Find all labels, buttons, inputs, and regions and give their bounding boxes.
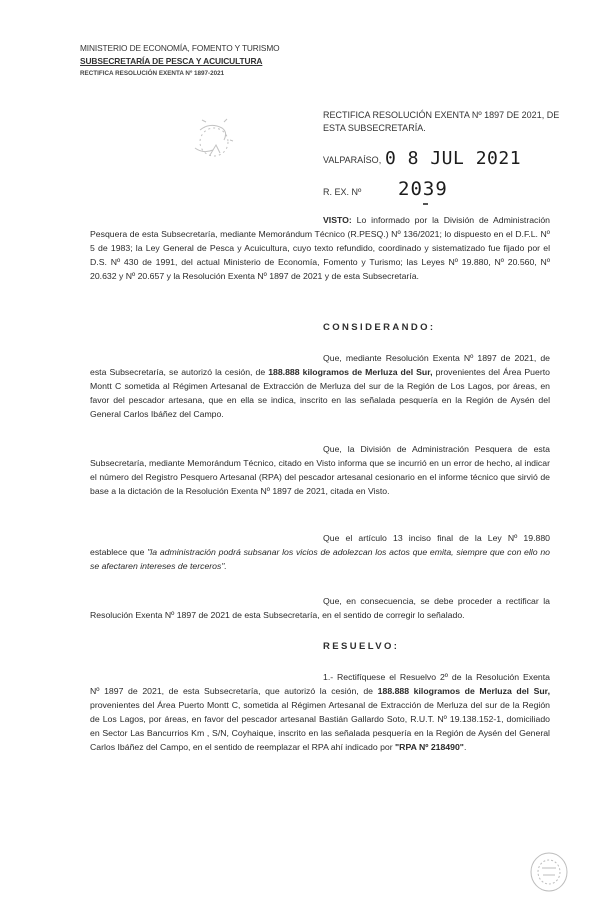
resolution-number-label: R. EX. Nº	[323, 187, 362, 197]
document-subject: RECTIFICA RESOLUCIÓN EXENTA Nº 1897-2021	[80, 70, 225, 77]
considerando-1: Que, mediante Resolución Exenta Nº 1897 de 2021, de esta Subsecretaría, se autorizó la cesión, de 188.888 kilogramos de Merluza del Sur, provenientes del Área Puerto Montt C sometida al Régimen Artesanal de Extracción de Merluza del sur de la Región de Los Lagos, por áreas, en favor del pescador artesana, que en ella se indica, inscrito en las señalada pesquería en la Región de Aysén del General Carlos Ibáñez del Campo.	[90, 353, 550, 419]
visto-label: VISTO:	[323, 215, 352, 225]
considerando-heading: CONSIDERANDO:	[323, 322, 436, 333]
considerando-4: Que, en consecuencia, se debe proceder a rectificar la Resolución Exenta Nº 1897 de 2021 de esta Subsecretaría, en el sentido de corregir lo señalado.	[90, 596, 550, 620]
place-label: VALPARAÍSO,	[323, 155, 382, 165]
resolution-date: 0 8 JUL 2021	[385, 148, 522, 169]
resolution-number: 2039	[398, 178, 448, 200]
resolution-title: RECTIFICA RESOLUCIÓN EXENTA Nº 1897 DE 2021, DE ESTA SUBSECRETARÍA.	[323, 110, 560, 133]
visto-paragraph	[90, 213, 550, 283]
handwritten-mark	[423, 203, 428, 205]
ministry-name: MINISTERIO DE ECONOMÍA, FOMENTO Y TURISMO	[80, 43, 280, 53]
visto-text: Lo informado por la División de Administración Pesquera de esta Subsecretaría, mediante Memorándum Técnico (R.PESQ.) Nº 136/2021; lo dispuesto en el D.F.L. Nº 5 de 1983; la Ley General de Pesca y Acuicultura, cuyo texto refundido, coordinado y sistematizado fue fijado por el D.S. Nº 430 de 1991, del actual Ministerio de Economía, Fomento y Turismo; las Leyes Nº 19.880, Nº 20.560, Nº 20.632 y Nº 20.657 y la Resolución Exenta Nº 1897 de 2021 y de esta Subsecretaría.	[90, 215, 550, 281]
seal-stamp-icon	[526, 848, 572, 896]
subsecretaria-name: SUBSECRETARÍA DE PESCA Y ACUICULTURA	[80, 56, 263, 66]
seal-stamp-icon	[180, 100, 250, 178]
considerando-3: Que el artículo 13 inciso final de la Ley Nº 19.880 establece que "la administración podrá subsanar los vicios de adolezcan los actos que emita, siempre que con ello no se afectaren intereses de terceros".	[90, 533, 550, 571]
resuelvo-1: 1.- Rectifíquese el Resuelvo 2º de la Resolución Exenta Nº 1897 de 2021, de esta Subsecretaría, que autorizó la cesión, de 188.888 kilogramos de Merluza del Sur, provenientes del Área Puerto Montt C, sometida al Régimen Artesanal de Extracción de Merluza del sur de la Región de Los Lagos, por áreas, en favor del pescador artesanal Bastián Gallardo Soto, R.U.T. Nº 19.138.152-1, domiciliado en Sector Las Bancurrios Km , S/N, Coyhaique, inscrito en las señalada pesquería en la Región de Aysén del General Carlos Ibáñez del Campo, en el sentido de reemplazar el RPA ahí indicado por "RPA Nº 218490".	[90, 672, 550, 752]
resuelvo-heading: RESUELVO:	[323, 641, 400, 652]
resuelvo-quota-amount: 188.888 kilogramos de Merluza del Sur,	[377, 686, 550, 696]
law-quote: "la administración podrá subsanar los vicios de adolezcan los actos que emita, siempre que con ello no se afectaren intereses de terceros".	[90, 547, 550, 571]
quota-amount: 188.888 kilogramos de Merluza del Sur,	[268, 367, 433, 377]
considerando-2: Que, la División de Administración Pesquera de esta Subsecretaría, mediante Memorándum Técnico, citado en Visto informa que se incurrió en un error de hecho, al indicar el número del Registro Pesquero Artesanal (RPA) del pescador artesanal cesionario en el informe técnico que sirvió de base a la dictación de la Resolución Exenta Nº 1897 de 2021, citada en Visto.	[90, 444, 550, 496]
rpa-number: "RPA Nº 218490"	[395, 742, 464, 752]
